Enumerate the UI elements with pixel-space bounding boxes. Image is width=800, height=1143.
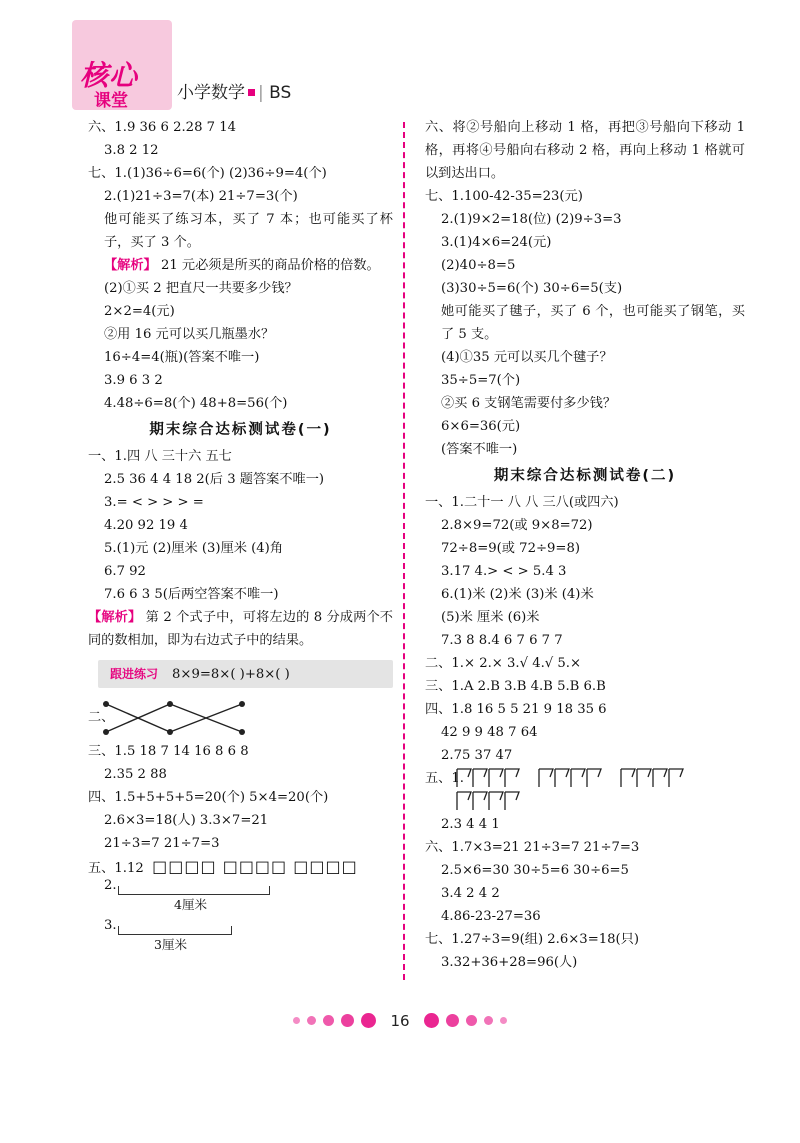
answer-line: 2.(1)21÷3=7(本) 21÷7=3(个) xyxy=(104,189,298,204)
subject-name: 小学数学 xyxy=(177,83,245,103)
practice-text: 8×9=8×( )+8×( ) xyxy=(172,667,290,682)
segment-answer xyxy=(88,878,393,918)
answer-line: 六、将②号船向上移动 1 格，再把③号船向下移动 1 格，再将④号船向右移动 2 格，再向上移动 1 格就可以到达出口。 xyxy=(425,120,745,181)
practice-box xyxy=(98,660,393,688)
answer-line xyxy=(88,855,393,878)
logo xyxy=(72,20,172,110)
answer-line: 35÷5=7(个) xyxy=(441,373,521,388)
page-footer xyxy=(0,1010,800,1030)
segment-label: 3厘米 xyxy=(154,937,187,952)
dot-icon xyxy=(446,1014,459,1027)
answer-line: 七、1.27÷3=9(组) 2.6×3=18(只) xyxy=(425,932,640,947)
dot-icon xyxy=(361,1013,376,1028)
square-boxes: □□□□ □□□□ □□□□ xyxy=(152,857,358,876)
answer-line: 3.4 2 4 2 xyxy=(441,886,500,901)
dot-icon xyxy=(293,1017,300,1024)
line-segment xyxy=(118,886,270,895)
answer-line: 一、1.二十一 八 八 三八(或四六) xyxy=(425,495,619,510)
left-column xyxy=(88,116,393,958)
answer-line: 四、1.5+5+5+5=20(个) 5×4=20(个) xyxy=(88,790,329,805)
line-segment xyxy=(118,926,232,935)
answer-line: 7.6 6 3 5(后两空答案不唯一) xyxy=(104,587,279,602)
answer-line: 2.8×9=72(或 9×8=72) xyxy=(441,518,593,533)
answer-line: 4.48÷6=8(个) 48+8=56(个) xyxy=(104,396,288,411)
analysis-note xyxy=(88,606,393,652)
answer-line: 七、1.100-42-35=23(元) xyxy=(425,189,583,204)
flag-drawing xyxy=(455,765,715,815)
analysis-tag: 【解析】 xyxy=(104,258,157,273)
answer-line: 三、1.A 2.B 3.B 4.B 5.B 6.B xyxy=(425,679,606,694)
section-title: 期末综合达标测试卷(一) xyxy=(149,422,332,438)
answer-line: 四、1.8 16 5 5 21 9 18 35 6 xyxy=(425,702,607,717)
answer-line: 21÷3=7 21÷7=3 xyxy=(104,836,220,851)
answer-text: 2. xyxy=(104,878,117,893)
answer-line: 2.3 4 4 1 xyxy=(441,817,500,832)
answer-line: ②买 6 支钢笔需要付多少钱？ xyxy=(441,396,617,411)
segment-answer xyxy=(88,918,393,958)
analysis-note xyxy=(88,254,393,277)
answer-line: 六、1.9 36 6 2.28 7 14 xyxy=(88,120,237,135)
answer-line: 4.20 92 19 4 xyxy=(104,518,188,533)
answer-line: 她可能买了毽子，买了 6 个，也可能买了钢笔，买了 5 支。 xyxy=(441,304,745,342)
subject-label: 小学数学 | BS xyxy=(177,83,292,103)
answer-line: (5)米 厘米 (6)米 xyxy=(441,610,540,625)
analysis-text: 第 2 个式子中，可将左边的 8 分成两个不同的数相加，即为右边式子中的结果。 xyxy=(88,610,393,648)
dot-icon xyxy=(424,1013,439,1028)
answer-line: 2.5×6=30 30÷5=6 30÷6=5 xyxy=(441,863,629,878)
answer-line: 42 9 9 48 7 64 xyxy=(441,725,538,740)
matching-label: 二、 xyxy=(88,710,115,725)
right-column xyxy=(425,116,745,974)
answer-line: 6.7 92 xyxy=(104,564,146,579)
answer-line: 六、1.7×3=21 21÷3=7 21÷7=3 xyxy=(425,840,640,855)
matching-lines xyxy=(102,698,272,740)
answer-line: 3.(1)4×6=24(元) xyxy=(441,235,552,250)
answer-line: 二、1.× 2.× 3.√ 4.√ 5.× xyxy=(425,656,582,671)
answer-line: 2.(1)9×2=18(位) (2)9÷3=3 xyxy=(441,212,622,227)
analysis-text: 21 元必须是所买的商品价格的倍数。 xyxy=(156,258,380,273)
dot-icon xyxy=(466,1015,477,1026)
answer-line: 2.35 2 88 xyxy=(104,767,167,782)
dot-icon xyxy=(341,1014,354,1027)
answer-line: 3.9 6 3 2 xyxy=(104,373,163,388)
answer-line: (3)30÷5=6(个) 30÷6=5(支) xyxy=(441,281,623,296)
answer-line: 16÷4=4(瓶)(答案不唯一) xyxy=(104,350,260,365)
answer-line: 72÷8=9(或 72÷9=8) xyxy=(441,541,580,556)
answer-text: 3. xyxy=(104,918,117,933)
answer-line: 三、1.5 18 7 14 16 8 6 8 xyxy=(88,744,249,759)
answer-line: 一、1.四 八 三十六 五七 xyxy=(88,449,232,464)
answer-text: 五、1.12 xyxy=(88,861,144,876)
answer-line: 6×6=36(元) xyxy=(441,419,521,434)
answer-line: 3.32+36+28=96(人) xyxy=(441,955,578,970)
flag-drawing-answer xyxy=(425,767,745,813)
answer-line: 3.17 4.> < > 5.4 3 xyxy=(441,564,567,579)
dot-icon xyxy=(484,1016,493,1025)
edition: BS xyxy=(269,83,292,103)
answer-line: 他可能买了练习本，买了 7 本；也可能买了杯子，买了 3 个。 xyxy=(104,212,393,250)
answer-line: 3.8 2 12 xyxy=(104,143,159,158)
column-divider xyxy=(403,122,405,980)
dot-icon xyxy=(323,1015,334,1026)
analysis-tag: 【解析】 xyxy=(88,610,142,625)
matching-answer xyxy=(88,698,393,740)
answer-line: 6.(1)米 (2)米 (3)米 (4)米 xyxy=(441,587,594,602)
practice-tag: 跟进练习 xyxy=(110,667,159,681)
answer-line: 5.(1)元 (2)厘米 (3)厘米 (4)角 xyxy=(104,541,284,556)
logo-line1: 核心 xyxy=(80,59,139,92)
answer-line: 2×2=4(元) xyxy=(104,304,175,319)
answer-line: 七、1.(1)36÷6=6(个) (2)36÷9=4(个) xyxy=(88,166,327,181)
answer-line: 2.5 36 4 4 18 2(后 3 题答案不唯一) xyxy=(104,472,325,487)
section-title: 期末综合达标测试卷(二) xyxy=(493,468,677,484)
answer-line: 4.86-23-27=36 xyxy=(441,909,541,924)
answer-line: ②用 16 元可以买几瓶墨水？ xyxy=(104,327,275,342)
segment-label: 4厘米 xyxy=(174,897,207,912)
answer-text: 五、1. xyxy=(425,771,464,786)
answer-line: 2.6×3=18(人) 3.3×7=21 xyxy=(104,813,269,828)
answer-line: (4)①35 元可以买几个毽子？ xyxy=(441,350,613,365)
dot-icon xyxy=(500,1017,507,1024)
logo-line2: 课堂 xyxy=(94,91,128,111)
answer-line: (2)①买 2 把直尺一共要多少钱？ xyxy=(104,281,298,296)
answer-line: (2)40÷8=5 xyxy=(441,258,516,273)
answer-line: 7.3 8 8.4 6 7 6 7 7 xyxy=(441,633,563,648)
answer-line: (答案不唯一) xyxy=(441,442,518,457)
page-number: 16 xyxy=(390,1011,410,1030)
answer-line: 3.= < > > > = xyxy=(104,495,204,510)
square-icon xyxy=(248,89,255,96)
answer-line: 2.75 37 47 xyxy=(441,748,513,763)
dot-icon xyxy=(307,1016,316,1025)
